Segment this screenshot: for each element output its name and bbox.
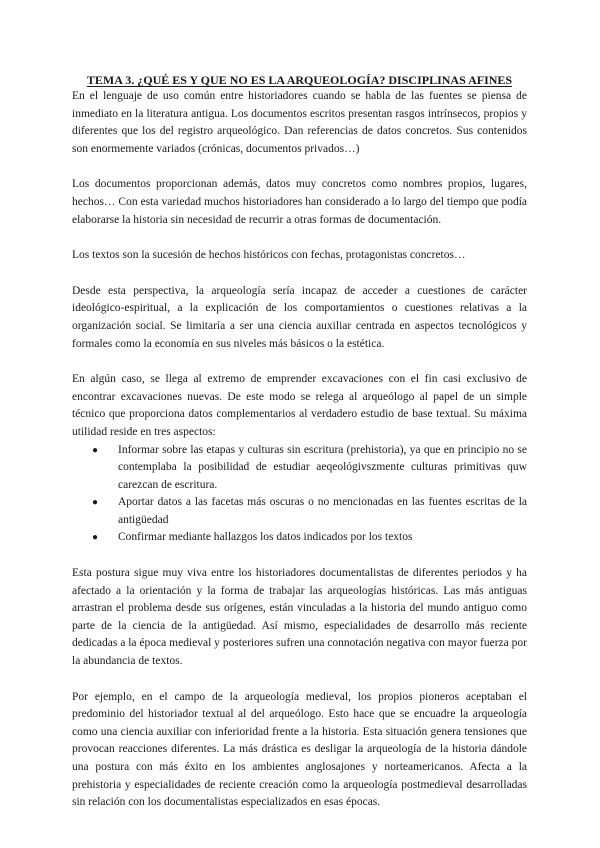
paragraph-sources: En el lenguaje de uso común entre historiadores cuando se habla de las fuentes se piensa de inmediato en la literatura antigua. Los documentos escritos presentan rasgos intrínsecos, propios y diferentes que los del registro arqueológico. Dan referencias de datos concretos. Sus contenidos son enormemente variados (crónicas, documentos privados…) — [72, 90, 527, 155]
bullet-icon: ● — [92, 497, 99, 509]
paragraph-documents: Los documentos proporcionan además, datos muy concretos como nombres propios, lugares, hechos… Con esta variedad muchos historiadores han considerado a lo largo del tiempo que podía elaborarse la historia sin necesidad de recurrir a otras formas de documentación. — [72, 178, 527, 226]
document-page — [72, 72, 527, 830]
document-title: TEMA 3. ¿QUÉ ES Y QUE NO ES LA ARQUEOLOGÍA? DISCIPLINAS AFINES — [86, 73, 513, 87]
paragraph-texts: Los textos son la sucesión de hechos históricos con fechas, protagonistas concretos… — [72, 249, 466, 262]
paragraph-historians: Esta postura sigue muy viva entre los historiadores documentalistas de diferentes periodos y ha afectado a la orientación y la forma de trabajar las arqueologías históricas. Las más antiguas arrastran el problema desde sus orígenes, están vinculadas a la historia del mundo antiguo como parte de la ciencia de la antigüedad. Así mismo, especialidades de desarrollo más reciente dedicadas a la época medieval y posteriores sufren una connotación negativa con mayor fuerza por la abundancia de textos. — [72, 567, 527, 668]
list-item-text: Confirmar mediante hallazgos los datos indicados por los textos — [118, 531, 413, 544]
aspects-list — [72, 442, 527, 548]
paragraph-excavations: En algún caso, se llega al extremo de emprender excavaciones con el fin casi exclusivo de encontrar excavaciones nuevas. De este modo se relega al arqueólogo al papel de un simple técnico que proporciona datos complementarios al verdadero estudio de base textual. Su máxima utilidad reside en tres aspectos: — [72, 373, 527, 438]
paragraph-medieval: Por ejemplo, en el campo de la arqueología medieval, los propios pioneros aceptaban el predominio del historiador textual al del arqueólogo. Esto hace que se encuadre la arqueología como una ciencia auxiliar con inferioridad frente a la historia. Esta situación genera tensiones que provocan reacciones diferentes. La más drástica es desligar la arqueología de la historia dándole una postura con más éxito en los ambientes anglosajones y norteamericanos. Afecta a la prehistoria y especialidades de reciente creación como la arqueología postmedieval desarrolladas sin relación con los documentalistas especializados en esas épocas. — [72, 690, 527, 809]
paragraph-perspective: Desde esta perspectiva, la arqueología sería incapaz de acceder a cuestiones de carácter ideológico-espiritual, a la explicación de los comportamientos o cuestiones relativas a la organización social. Se limitaría a ser una ciencia auxiliar centrada en aspectos tecnológicos y formales como la economía en sus niveles más básicos o la estética. — [72, 284, 527, 350]
list-item-text: Aportar datos a las facetas más oscuras o no mencionadas en las fuentes escritas de la antigüedad — [118, 496, 527, 526]
bullet-icon: ● — [92, 532, 99, 544]
list-item — [92, 442, 527, 495]
list-item — [92, 494, 527, 529]
list-item-text: Informar sobre las etapas y culturas sin escritura (prehistoria), ya que en principio no se contemplaba la posibilidad de estudiar aeqeológivszmente culturas primitivas quw carezcan de escritura. — [118, 443, 527, 491]
list-item — [92, 529, 527, 547]
bullet-icon: ● — [92, 444, 99, 456]
